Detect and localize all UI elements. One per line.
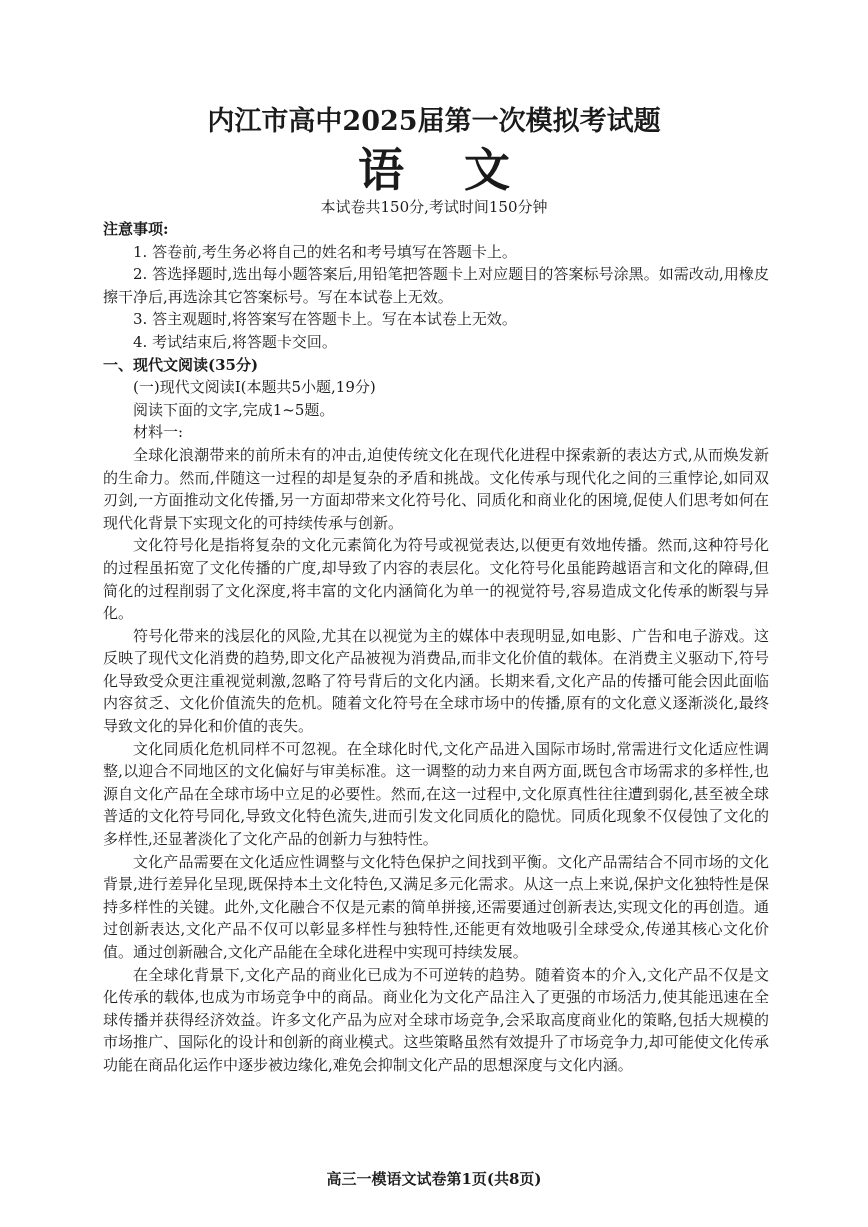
- material-label: 材料一:: [133, 423, 184, 442]
- notice-item-3: 3. 答主观题时,将答案写在答题卡上。写在本试卷上无效。: [133, 310, 517, 329]
- page-footer: 高三一模语文试卷第1页(共8页): [326, 1170, 542, 1188]
- reading-instruction: 阅读下面的文字,完成1~5题。: [133, 400, 335, 419]
- notice-item-4: 4. 考试结束后,将答题卡交回。: [133, 332, 337, 351]
- passage-paragraph: 文化产品需要在文化适应性调整与文化特色保护之间找到平衡。文化产品需结合不同市场的文化背景,进行差异化呈现,既保持本土文化特色,又满足多元化需求。从这一点上来说,保护文化独特性是保持多样性的关键。此外,文化融合不仅是元素的简单拼接,还需要通过创新表达,实现文化的再创造。通过创新表达,文化产品不仅可以彰显多样性与独特性,还能更有效地吸引全球受众,传递其核心文化价值。通过创新融合,文化产品能在全球化进程中实现可持续发展。: [103, 852, 769, 961]
- notice-title: 注意事项:: [103, 220, 169, 238]
- notice-item-2: 2. 答选择题时,选出每小题答案后,用铅笔把答题卡上对应题目的答案标号涂黑。如需改动,用橡皮擦干净后,再选涂其它答案标号。写在本试卷上无效。: [103, 265, 769, 306]
- notice-item-1: 1. 答卷前,考生务必将自己的姓名和考号填写在答题卡上。: [133, 242, 517, 261]
- exam-title: 内江市高中2025届第一次模拟考试题: [207, 106, 661, 137]
- passage-paragraph: 文化同质化危机同样不可忽视。在全球化时代,文化产品进入国际市场时,常需进行文化适应性调整,以迎合不同地区的文化偏好与审美标准。这一调整的动力来自两方面,既包含市场需求的多样性,也源自文化产品在全球市场中立足的必要性。然而,在这一过程中,文化原真性往往遭到弱化,甚至被全球普适的文化符号同化,导致文化特色流失,进而引发文化同质化的隐忧。同质化现象不仅侵蚀了文化的多样性,还显著淡化了文化产品的创新力与独特性。: [103, 739, 769, 849]
- passage-paragraph: 文化符号化是指将复杂的文化元素简化为符号或视觉表达,以便更有效地传播。然而,这种符号化的过程虽拓宽了文化传播的广度,却导致了内容的表层化。文化符号化虽能跨越语言和文化的障碍,但简化的过程削弱了文化深度,将丰富的文化内涵简化为单一的视觉符号,容易造成文化传承的断裂与异化。: [103, 536, 769, 623]
- exam-content: [103, 218, 769, 1077]
- exam-info: 本试卷共150分,考试时间150分钟: [320, 198, 548, 216]
- section-subheading: (一)现代文阅读Ⅰ(本题共5小题,19分): [133, 378, 376, 397]
- subject-title: 语文: [358, 143, 570, 197]
- passage-paragraph: 符号化带来的浅层化的风险,尤其在以视觉为主的媒体中表现明显,如电影、广告和电子游戏。这反映了现代文化消费的趋势,即文化产品被视为消费品,而非文化价值的载体。在消费主义驱动下,符号化导致受众更注重视觉刺激,忽略了符号背后的文化内涵。长期来看,文化产品的传播可能会因此面临内容贫乏、文化价值流失的危机。随着文化符号在全球市场中的传播,原有的文化意义逐渐淡化,最终导致文化的异化和价值的丧失。: [103, 626, 769, 736]
- section-heading: 一、现代文阅读(35分): [103, 355, 259, 374]
- passage-paragraph: 全球化浪潮带来的前所未有的冲击,迫使传统文化在现代化进程中探索新的表达方式,从而焕发新的生命力。然而,伴随这一过程的却是复杂的矛盾和挑战。文化传承与现代化之间的三重悖论,如同双刃剑,一方面推动文化传播,另一方面却带来文化符号化、同质化和商业化的困境,促使人们思考如何在现代化背景下实现文化的可持续传承与创新。: [103, 445, 769, 532]
- passage-paragraph: 在全球化背景下,文化产品的商业化已成为不可逆转的趋势。随着资本的介入,文化产品不仅是文化传承的载体,也成为市场竞争中的商品。商业化为文化产品注入了更强的市场活力,使其能迅速在全球传播并获得经济效益。许多文化产品为应对全球市场竞争,会采取高度商业化的策略,包括大规模的市场推广、国际化的设计和创新的商业模式。这些策略虽然有效提升了市场竞争力,却可能使文化传承功能在商品化运作中逐步被边缘化,难免会抑制文化产品的思想深度与文化内涵。: [103, 965, 769, 1074]
